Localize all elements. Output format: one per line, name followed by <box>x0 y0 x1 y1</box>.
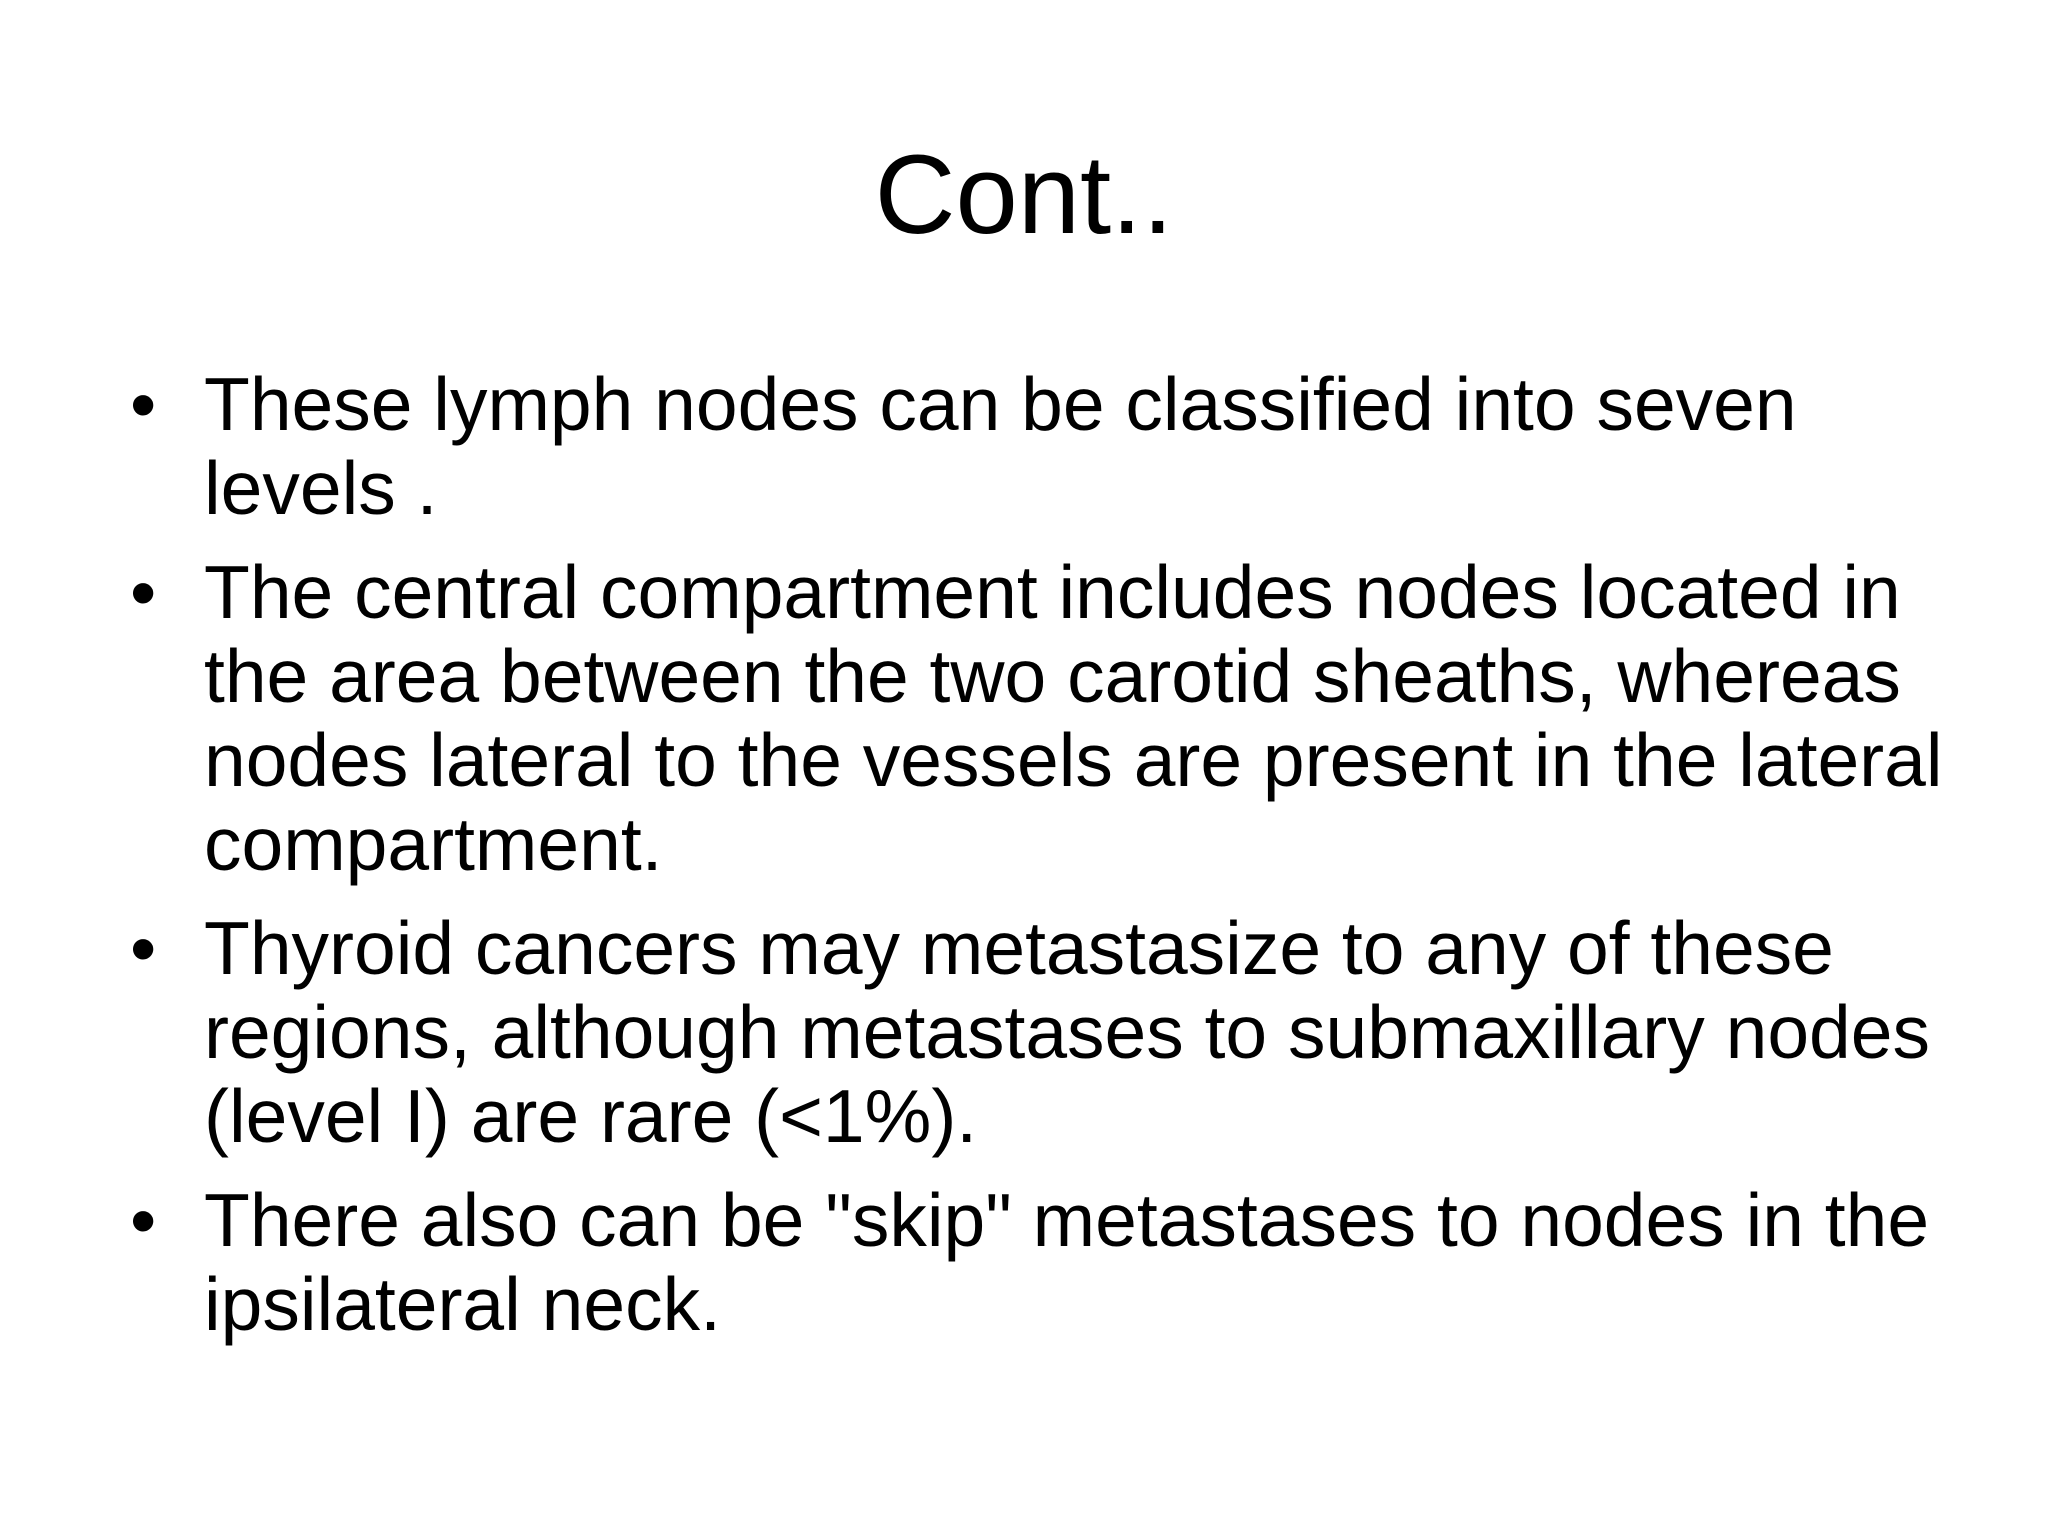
bullet-list <box>120 362 1950 1366</box>
bullet-icon: • <box>130 906 157 990</box>
bullet-text: Thyroid cancers may metastasize to any of these regions, although metastases to submaxillary nodes (level I) are rare (<1%). <box>204 906 1930 1158</box>
slide-title: Cont.. <box>874 132 1174 257</box>
bullet-text: The central compartment includes nodes located in the area between the two carotid sheaths, whereas nodes lateral to the vessels are present in the lateral compartment. <box>204 550 1943 886</box>
bullet-item <box>120 362 1950 530</box>
bullet-icon: • <box>130 362 157 446</box>
bullet-item <box>120 1178 1950 1346</box>
bullet-icon: • <box>130 550 157 634</box>
bullet-text: There also can be "skip" metastases to nodes in the ipsilateral neck. <box>204 1178 1930 1346</box>
bullet-text: These lymph nodes can be classified into seven levels . <box>204 362 1797 530</box>
bullet-item <box>120 550 1950 886</box>
bullet-item <box>120 906 1950 1158</box>
bullet-icon: • <box>130 1178 157 1262</box>
